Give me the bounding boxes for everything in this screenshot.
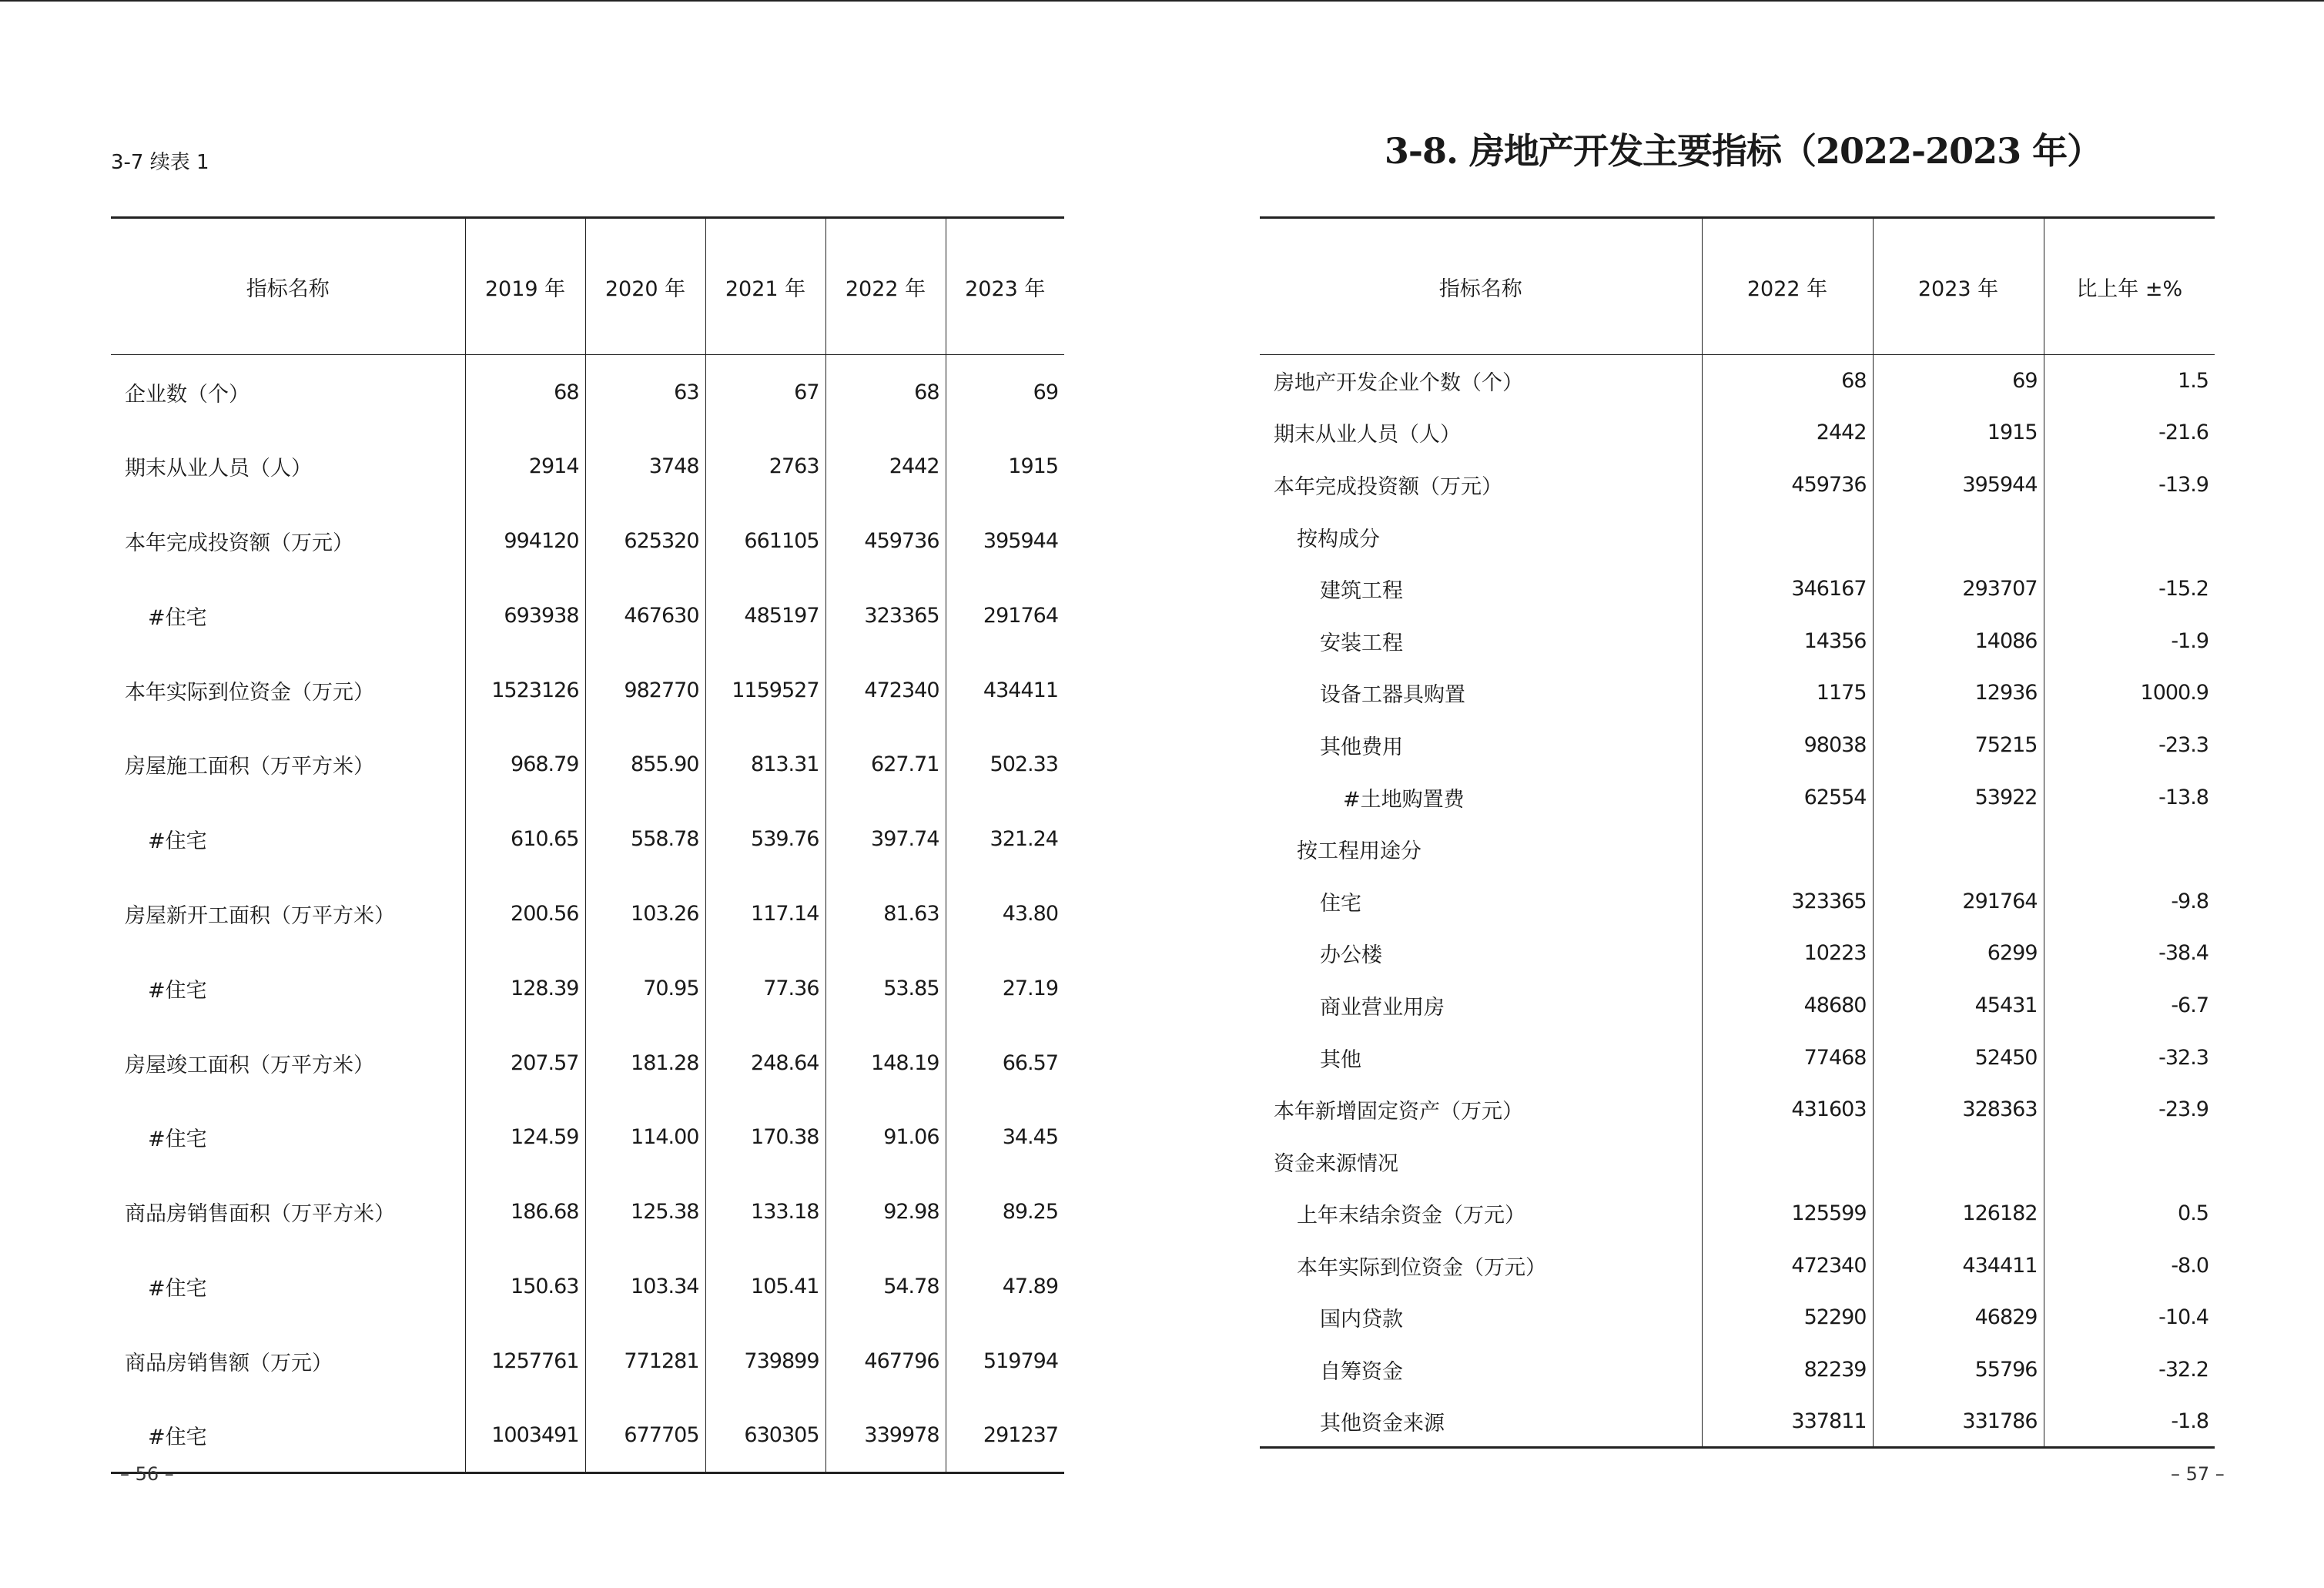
row-label: 资金来源情况	[1274, 1151, 1398, 1176]
row-label: 安装工程	[1320, 631, 1403, 655]
cell-value	[1702, 1135, 1873, 1188]
row-label: #住宅	[148, 605, 207, 630]
cell-value	[2044, 1135, 2215, 1188]
cell-value: 69	[946, 355, 1064, 430]
table-row	[1260, 355, 2215, 407]
cell-value: -10.4	[2044, 1292, 2215, 1344]
cell-value: 181.28	[585, 1026, 705, 1101]
cell-value: 3748	[585, 429, 705, 504]
cell-value: 67	[705, 355, 825, 430]
row-label: 按工程用途分	[1297, 839, 1422, 864]
cell-value: 1159527	[705, 653, 825, 728]
row-label: #住宅	[148, 829, 207, 854]
table-row	[1260, 1395, 2215, 1448]
table-row	[1260, 1344, 2215, 1396]
cell-value: 10223	[1702, 927, 1873, 980]
row-label: 办公楼	[1320, 943, 1382, 968]
cell-value: 1175	[1702, 667, 1873, 719]
cell-value: 485197	[705, 578, 825, 653]
cell-value: 339978	[825, 1399, 946, 1473]
cell-value: -1.8	[2044, 1395, 2215, 1448]
cell-value: 128.39	[465, 951, 585, 1026]
row-label: 其他	[1320, 1047, 1361, 1072]
cell-value: 68	[465, 355, 585, 430]
left-indicator-table	[111, 216, 1064, 1474]
cell-value: 54.78	[825, 1249, 946, 1324]
cell-value: 771281	[585, 1324, 705, 1399]
cell-value: 34.45	[946, 1100, 1064, 1174]
row-label: 商品房销售额（万元）	[125, 1351, 333, 1375]
cell-value: 207.57	[465, 1026, 585, 1101]
cell-value: 855.90	[585, 727, 705, 802]
cell-value: -1.9	[2044, 615, 2215, 667]
cell-value: 323365	[825, 578, 946, 653]
cell-value: 148.19	[825, 1026, 946, 1101]
right-table-body	[1260, 355, 2215, 1448]
right-page	[1162, 0, 2324, 1588]
table-row	[111, 1399, 1064, 1473]
cell-value: 133.18	[705, 1174, 825, 1249]
left-header-col-3: 2021 年	[705, 218, 825, 355]
right-table-header-row	[1260, 218, 2215, 355]
cell-value: 328363	[1873, 1084, 2044, 1136]
row-label: #住宅	[148, 978, 207, 1003]
cell-value: 103.26	[585, 876, 705, 951]
cell-value: 81.63	[825, 876, 946, 951]
table-row	[1260, 667, 2215, 719]
cell-value	[1702, 823, 1873, 876]
row-label: 企业数（个）	[125, 382, 249, 407]
cell-value: 46829	[1873, 1292, 2044, 1344]
cell-value: 70.95	[585, 951, 705, 1026]
table-row	[111, 355, 1064, 430]
cell-value: 53922	[1873, 771, 2044, 823]
table-row	[111, 1026, 1064, 1101]
right-page-number: – 57 –	[2171, 1463, 2225, 1485]
row-label: #住宅	[148, 1127, 207, 1152]
left-header-col-4: 2022 年	[825, 218, 946, 355]
cell-value: -38.4	[2044, 927, 2215, 980]
cell-value: 66.57	[946, 1026, 1064, 1101]
table-row	[111, 1249, 1064, 1324]
row-label: 本年实际到位资金（万元）	[125, 680, 374, 705]
cell-value: 77.36	[705, 951, 825, 1026]
cell-value: 431603	[1702, 1084, 1873, 1136]
cell-value: 813.31	[705, 727, 825, 802]
cell-value: 89.25	[946, 1174, 1064, 1249]
cell-value	[1873, 511, 2044, 563]
row-label: 期末从业人员（人）	[1274, 423, 1461, 447]
cell-value: -32.3	[2044, 1031, 2215, 1084]
table-row	[1260, 511, 2215, 563]
cell-value: 48680	[1702, 980, 1873, 1032]
table-row	[1260, 980, 2215, 1032]
table-row	[111, 1100, 1064, 1174]
cell-value: 125599	[1702, 1188, 1873, 1240]
cell-value: -23.9	[2044, 1084, 2215, 1136]
row-label: 其他资金来源	[1320, 1411, 1445, 1436]
table-row	[111, 429, 1064, 504]
cell-value: 98038	[1702, 719, 1873, 772]
cell-value	[1702, 511, 1873, 563]
cell-value: 91.06	[825, 1100, 946, 1174]
row-label: #土地购置费	[1343, 787, 1465, 812]
cell-value: 994120	[465, 504, 585, 578]
cell-value: 92.98	[825, 1174, 946, 1249]
cell-value	[1873, 1135, 2044, 1188]
left-page-number: – 56 –	[120, 1463, 174, 1485]
cell-value: -15.2	[2044, 563, 2215, 615]
left-table-body	[111, 355, 1064, 1473]
table-row	[1260, 563, 2215, 615]
page-title: 3-8. 房地产开发主要指标（2022-2023 年）	[1384, 130, 2102, 172]
table-row	[1260, 1135, 2215, 1188]
cell-value: 2442	[825, 429, 946, 504]
cell-value: 519794	[946, 1324, 1064, 1399]
cell-value: 627.71	[825, 727, 946, 802]
cell-value: 323365	[1702, 875, 1873, 927]
cell-value: 459736	[1702, 459, 1873, 511]
cell-value: 248.64	[705, 1026, 825, 1101]
cell-value: 610.65	[465, 802, 585, 876]
cell-value: 291764	[1873, 875, 2044, 927]
row-label: 设备工器具购置	[1320, 683, 1465, 708]
row-label: #住宅	[148, 1276, 207, 1301]
table-row	[1260, 1031, 2215, 1084]
cell-value: 1523126	[465, 653, 585, 728]
cell-value: 321.24	[946, 802, 1064, 876]
cell-value: 539.76	[705, 802, 825, 876]
cell-value: 982770	[585, 653, 705, 728]
row-label: 房屋新开工面积（万平方米）	[125, 903, 395, 928]
cell-value: 558.78	[585, 802, 705, 876]
cell-value: 625320	[585, 504, 705, 578]
cell-value: 1000.9	[2044, 667, 2215, 719]
table-row	[1260, 771, 2215, 823]
cell-value: 14356	[1702, 615, 1873, 667]
cell-value: 630305	[705, 1399, 825, 1473]
cell-value: 395944	[1873, 459, 2044, 511]
cell-value: -13.8	[2044, 771, 2215, 823]
cell-value: 117.14	[705, 876, 825, 951]
row-label: 本年完成投资额（万元）	[125, 531, 353, 555]
cell-value: 68	[1702, 355, 1873, 407]
cell-value: 103.34	[585, 1249, 705, 1324]
table-row	[1260, 927, 2215, 980]
cell-value: 126182	[1873, 1188, 2044, 1240]
cell-value: 6299	[1873, 927, 2044, 980]
cell-value: 105.41	[705, 1249, 825, 1324]
cell-value: 293707	[1873, 563, 2044, 615]
cell-value: 1257761	[465, 1324, 585, 1399]
cell-value: 395944	[946, 504, 1064, 578]
cell-value: 1003491	[465, 1399, 585, 1473]
row-label: 按构成分	[1297, 527, 1380, 551]
row-label: 上年末结余资金（万元）	[1297, 1204, 1525, 1228]
table-row	[1260, 1188, 2215, 1240]
cell-value: 2763	[705, 429, 825, 504]
cell-value: 52450	[1873, 1031, 2044, 1084]
row-label: 房地产开发企业个数（个）	[1274, 371, 1523, 396]
cell-value: 467630	[585, 578, 705, 653]
cell-value: 53.85	[825, 951, 946, 1026]
row-label: #住宅	[148, 1425, 207, 1449]
cell-value: 125.38	[585, 1174, 705, 1249]
table-row	[1260, 459, 2215, 511]
cell-value: 1915	[1873, 407, 2044, 459]
left-header-col-2: 2020 年	[585, 218, 705, 355]
row-label: 住宅	[1320, 891, 1361, 916]
table-row	[1260, 823, 2215, 876]
cell-value: 472340	[1702, 1240, 1873, 1292]
row-label: 商业营业用房	[1320, 995, 1445, 1020]
table-row	[111, 578, 1064, 653]
row-label: 自筹资金	[1320, 1360, 1403, 1385]
left-table-header-row	[111, 218, 1064, 355]
right-header-col-2: 2023 年	[1873, 218, 2044, 355]
table-row	[111, 951, 1064, 1026]
table-row	[1260, 875, 2215, 927]
cell-value: 677705	[585, 1399, 705, 1473]
cell-value: 150.63	[465, 1249, 585, 1324]
cell-value: 1.5	[2044, 355, 2215, 407]
cell-value: 52290	[1702, 1292, 1873, 1344]
right-indicator-table	[1260, 216, 2215, 1449]
table-row	[111, 653, 1064, 728]
cell-value: 739899	[705, 1324, 825, 1399]
cell-value: 291237	[946, 1399, 1064, 1473]
cell-value: 2442	[1702, 407, 1873, 459]
table-row	[111, 876, 1064, 951]
cell-value: 291764	[946, 578, 1064, 653]
table-row	[111, 727, 1064, 802]
cell-value: 968.79	[465, 727, 585, 802]
left-header-col-1: 2019 年	[465, 218, 585, 355]
row-label: 本年新增固定资产（万元）	[1274, 1100, 1523, 1124]
row-label: 其他费用	[1320, 735, 1403, 759]
row-label: 本年完成投资额（万元）	[1274, 474, 1502, 499]
cell-value: -23.3	[2044, 719, 2215, 772]
right-header-col-1: 2022 年	[1702, 218, 1873, 355]
row-label: 本年实际到位资金（万元）	[1297, 1255, 1546, 1280]
cell-value: 43.80	[946, 876, 1064, 951]
table-row	[1260, 615, 2215, 667]
cell-value: 472340	[825, 653, 946, 728]
cell-value: 434411	[946, 653, 1064, 728]
cell-value: 55796	[1873, 1344, 2044, 1396]
cell-value: 12936	[1873, 667, 2044, 719]
table-row	[1260, 1084, 2215, 1136]
row-label: 房屋施工面积（万平方米）	[125, 755, 374, 779]
cell-value: 186.68	[465, 1174, 585, 1249]
cell-value: 170.38	[705, 1100, 825, 1174]
cell-value	[2044, 823, 2215, 876]
table-row	[1260, 1240, 2215, 1292]
cell-value: -9.8	[2044, 875, 2215, 927]
table-continuation-header: 3-7 续表 1	[111, 151, 209, 174]
row-label: 建筑工程	[1320, 579, 1403, 604]
row-label: 期末从业人员（人）	[125, 457, 312, 481]
cell-value: 82239	[1702, 1344, 1873, 1396]
cell-value: 62554	[1702, 771, 1873, 823]
cell-value: 459736	[825, 504, 946, 578]
table-row	[111, 1174, 1064, 1249]
cell-value: 75215	[1873, 719, 2044, 772]
left-header-col-5: 2023 年	[946, 218, 1064, 355]
cell-value: -32.2	[2044, 1344, 2215, 1396]
table-row	[1260, 719, 2215, 772]
row-label: 国内贷款	[1320, 1308, 1403, 1332]
cell-value: 69	[1873, 355, 2044, 407]
table-row	[111, 1324, 1064, 1399]
table-row	[1260, 407, 2215, 459]
cell-value: 661105	[705, 504, 825, 578]
cell-value: -6.7	[2044, 980, 2215, 1032]
cell-value: 77468	[1702, 1031, 1873, 1084]
row-label: 商品房销售面积（万平方米）	[125, 1202, 395, 1227]
cell-value: 114.00	[585, 1100, 705, 1174]
left-header-indicator-name: 指标名称	[111, 218, 465, 355]
cell-value: -8.0	[2044, 1240, 2215, 1292]
cell-value: 1915	[946, 429, 1064, 504]
cell-value: 337811	[1702, 1395, 1873, 1448]
cell-value: 467796	[825, 1324, 946, 1399]
cell-value: 200.56	[465, 876, 585, 951]
cell-value: 27.19	[946, 951, 1064, 1026]
cell-value	[1873, 823, 2044, 876]
cell-value: 397.74	[825, 802, 946, 876]
table-row	[111, 802, 1064, 876]
cell-value: 68	[825, 355, 946, 430]
right-header-indicator-name: 指标名称	[1260, 218, 1702, 355]
cell-value: 346167	[1702, 563, 1873, 615]
cell-value: 14086	[1873, 615, 2044, 667]
cell-value: 63	[585, 355, 705, 430]
cell-value: -13.9	[2044, 459, 2215, 511]
cell-value: 502.33	[946, 727, 1064, 802]
cell-value: 47.89	[946, 1249, 1064, 1324]
cell-value: 693938	[465, 578, 585, 653]
cell-value: 0.5	[2044, 1188, 2215, 1240]
cell-value	[2044, 511, 2215, 563]
right-header-col-3: 比上年 ±%	[2044, 218, 2215, 355]
table-row	[111, 504, 1064, 578]
row-label: 房屋竣工面积（万平方米）	[125, 1053, 374, 1077]
cell-value: 45431	[1873, 980, 2044, 1032]
cell-value: 124.59	[465, 1100, 585, 1174]
table-row	[1260, 1292, 2215, 1344]
cell-value: 331786	[1873, 1395, 2044, 1448]
cell-value: 2914	[465, 429, 585, 504]
cell-value: -21.6	[2044, 407, 2215, 459]
cell-value: 434411	[1873, 1240, 2044, 1292]
